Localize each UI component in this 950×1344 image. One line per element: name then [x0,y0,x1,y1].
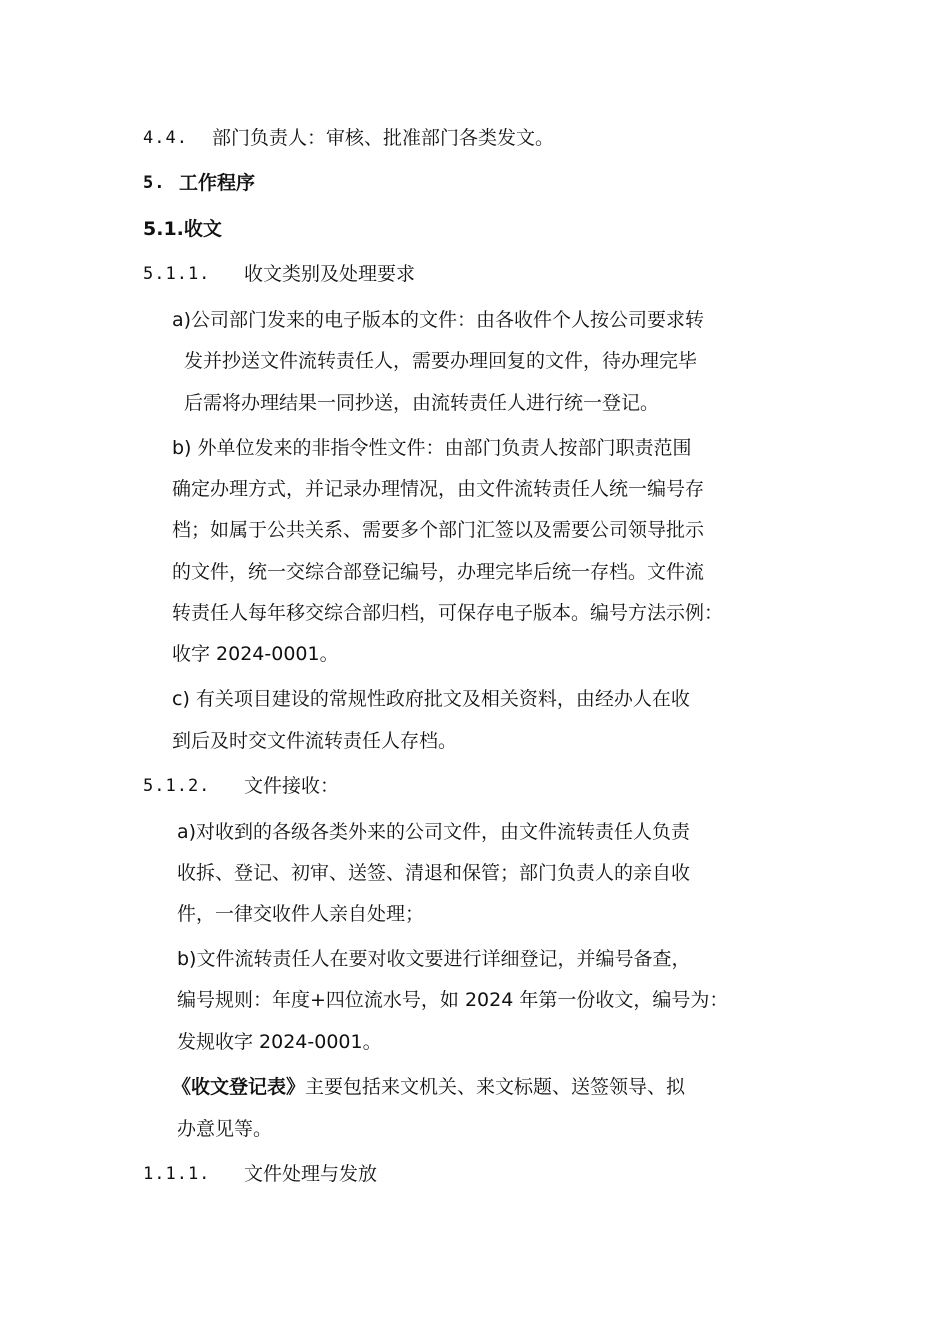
item-a-line-2: 发并抄送文件流转责任人，需要办理回复的文件，待办理完毕 [184,350,698,372]
section-4-4-number: 4.4. [143,128,188,148]
register-line-1-rest: 主要包括来文机关、来文标题、送签领导、拟 [305,1076,686,1098]
register-form-name: 《收文登记表》 [172,1076,306,1098]
item-b-line-2: 确定办理方式，并记录办理情况，由文件流转责任人统一编号存 [172,478,705,500]
section-5-1-2-title: 文件接收： [244,775,340,797]
receive-b-line-3: 发规收字 2024-0001。 [177,1031,382,1053]
item-a-line-3: 后需将办理结果一同抄送，由流转责任人进行统一登记。 [184,392,660,414]
item-b-line-1: b) 外单位发来的非指令性文件：由部门负责人按部门职责范围 [172,437,692,459]
register-line-2: 办意见等。 [177,1118,273,1140]
section-5-1-2-number: 5.1.2. [143,776,211,796]
item-b-line-6: 收字 2024-0001。 [172,643,339,665]
section-1-1-1-number: 1.1.1. [143,1164,211,1184]
item-b-line-4: 的文件，统一交综合部登记编号，办理完毕后统一存档。文件流 [172,561,705,583]
section-5-title: 工作程序 [179,172,256,194]
item-b-line-3: 档；如属于公共关系、需要多个部门汇签以及需要公司领导批示 [172,519,705,541]
item-c-line-1: c) 有关项目建设的常规性政府批文及相关资料，由经办人在收 [172,688,690,710]
section-4-4-text: 部门负责人：审核、批准部门各类发文。 [212,127,555,149]
section-5-number: 5. [143,173,166,193]
register-line-1 [172,1075,685,1099]
section-5-1-1-title: 收文类别及处理要求 [244,263,416,285]
receive-b-line-1: b)文件流转责任人在要对收文要进行详细登记，并编号备查， [177,948,691,970]
item-a-line-1: a)公司部门发来的电子版本的文件：由各收件个人按公司要求转 [172,309,705,331]
item-b-line-5: 转责任人每年移交综合部归档，可保存电子版本。编号方法示例： [172,602,724,624]
receive-a-line-2: 收拆、登记、初审、送签、清退和保管；部门负责人的亲自收 [177,862,691,884]
item-c-line-2: 到后及时交文件流转责任人存档。 [172,730,458,752]
section-5-1-1-number: 5.1.1. [143,264,211,284]
receive-b-line-2: 编号规则：年度+四位流水号，如 2024 年第一份收文，编号为： [177,989,729,1011]
section-1-1-1-title: 文件处理与发放 [244,1163,378,1185]
receive-a-line-3: 件，一律交收件人亲自处理； [177,903,425,925]
section-5-1-heading: 5.1.收文 [143,218,222,240]
receive-a-line-1: a)对收到的各级各类外来的公司文件，由文件流转责任人负责 [177,821,691,843]
